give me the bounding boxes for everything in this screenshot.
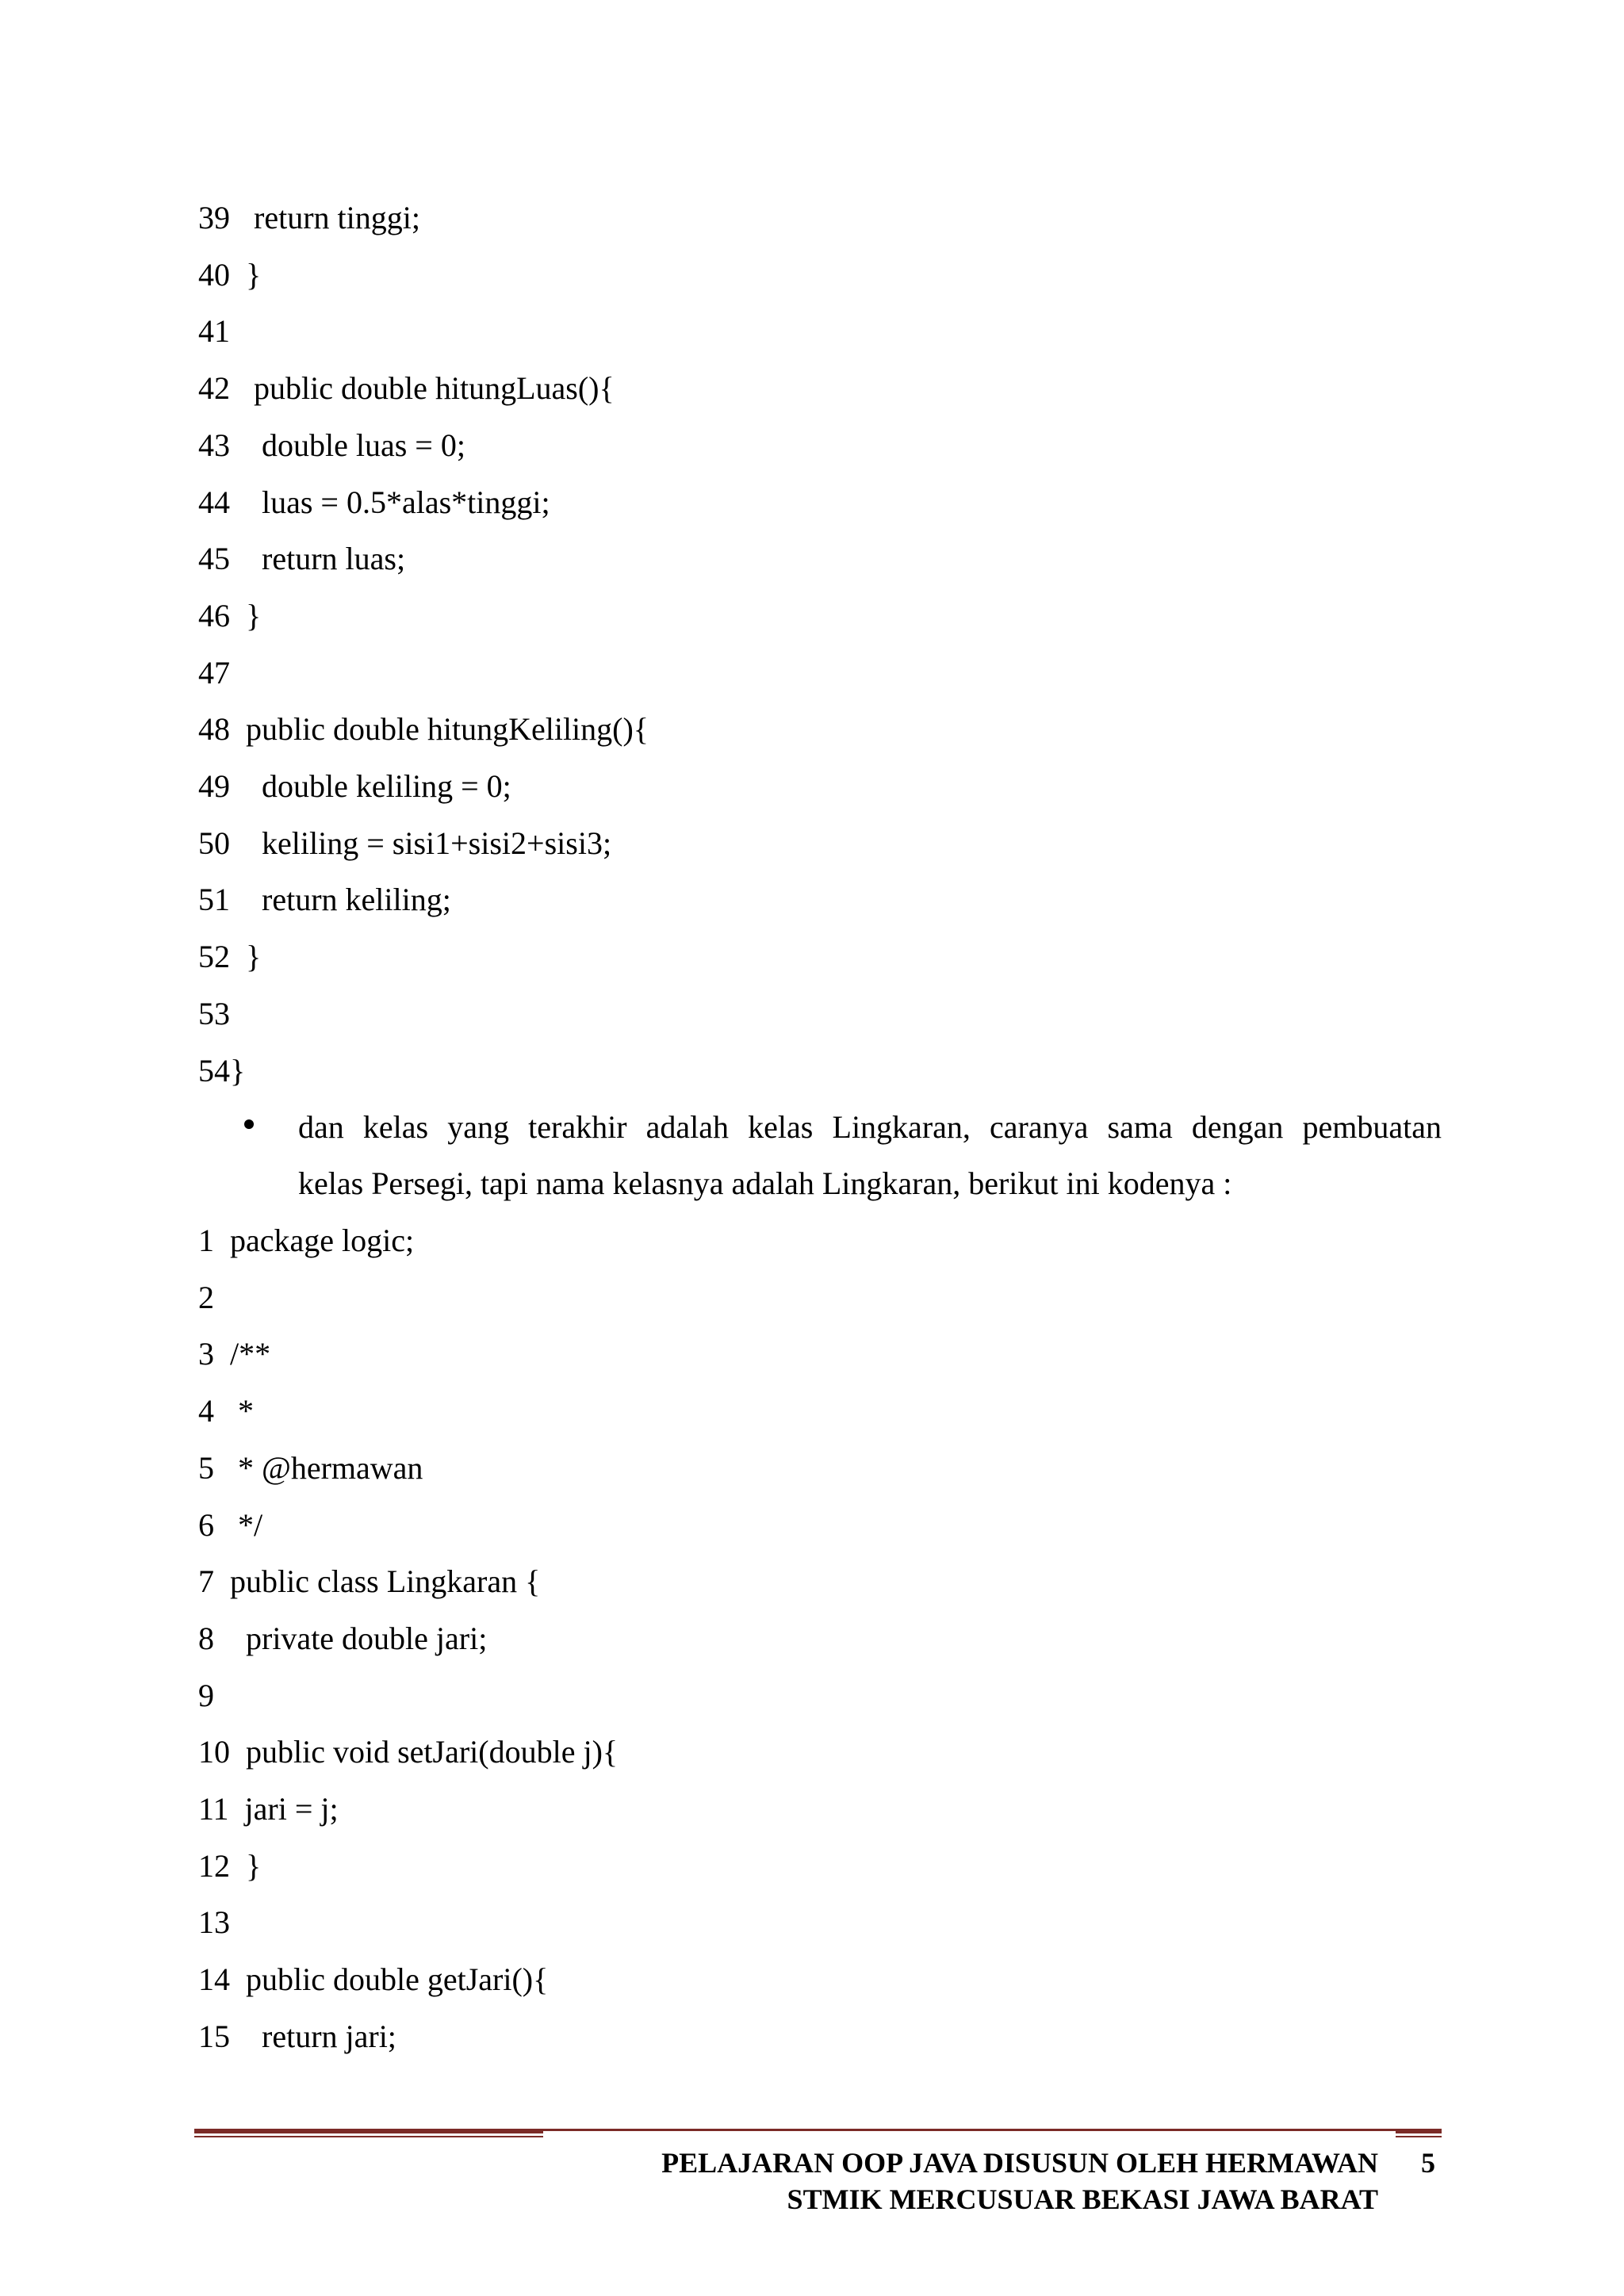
line-number: 3 xyxy=(198,1336,214,1372)
code-line xyxy=(198,427,465,465)
code-line xyxy=(198,825,611,863)
code-line xyxy=(198,484,550,522)
code-text: package logic; xyxy=(214,1223,415,1258)
code-line xyxy=(198,654,230,692)
line-number: 54 xyxy=(198,1052,230,1089)
code-line xyxy=(198,2018,396,2056)
code-text: } xyxy=(230,256,262,293)
code-line xyxy=(198,597,261,635)
line-number: 1 xyxy=(198,1223,214,1258)
bullet-paragraph xyxy=(244,1108,1442,1203)
code-text: return luas; xyxy=(230,541,406,577)
bullet-dot-icon xyxy=(244,1119,254,1129)
code-line xyxy=(198,1677,214,1715)
code-text: public void setJari(double j){ xyxy=(230,1734,619,1770)
code-text: */ xyxy=(214,1506,263,1543)
code-line xyxy=(198,1222,414,1260)
line-number: 11 xyxy=(198,1791,229,1827)
code-text: return keliling; xyxy=(230,882,451,918)
footer-rule-right-thick xyxy=(1396,2129,1442,2133)
line-number: 49 xyxy=(198,768,230,804)
code-text: keliling = sisi1+sisi2+sisi3; xyxy=(230,825,612,861)
code-line xyxy=(198,199,420,237)
line-number: 44 xyxy=(198,484,230,520)
code-line xyxy=(198,1961,548,1999)
line-number: 8 xyxy=(198,1620,214,1656)
footer-subtitle: STMIK MERCUSUAR BEKASI JAWA BARAT xyxy=(787,2183,1378,2215)
line-number: 10 xyxy=(198,1734,230,1770)
code-text: } xyxy=(230,1052,246,1089)
line-number: 51 xyxy=(198,882,230,918)
line-number: 7 xyxy=(198,1563,214,1600)
line-number: 5 xyxy=(198,1449,214,1486)
code-text: public class Lingkaran { xyxy=(214,1563,541,1600)
footer-rule-left-thin xyxy=(194,2136,543,2137)
line-number: 52 xyxy=(198,939,230,975)
code-line xyxy=(198,1904,230,1942)
code-line xyxy=(198,1335,270,1373)
line-number: 41 xyxy=(198,313,230,350)
code-line xyxy=(198,1563,540,1601)
code-line xyxy=(198,369,615,408)
code-line xyxy=(198,710,649,748)
code-text: public double hitungKeliling(){ xyxy=(230,711,649,748)
footer-title: PELAJARAN OOP JAVA DISUSUN OLEH HERMAWAN xyxy=(661,2147,1378,2179)
line-number: 48 xyxy=(198,711,230,748)
code-text: private double jari; xyxy=(214,1620,488,1656)
line-number: 47 xyxy=(198,654,230,691)
footer-rule-left-thick xyxy=(194,2129,543,2133)
code-text: double keliling = 0; xyxy=(230,768,511,804)
bullet-text-line-2: kelas Persegi, tapi nama kelasnya adalah Lingkaran, berikut ini kodenya : xyxy=(298,1165,1232,1201)
code-text: } xyxy=(230,1847,262,1884)
code-line xyxy=(198,1620,487,1658)
code-text: luas = 0.5*alas*tinggi; xyxy=(230,484,550,520)
code-line xyxy=(198,1847,261,1885)
line-number: 43 xyxy=(198,427,230,463)
line-number: 12 xyxy=(198,1847,230,1884)
footer-rule-middle xyxy=(543,2129,1396,2131)
footer-rule-right-thin xyxy=(1396,2136,1442,2137)
line-number: 45 xyxy=(198,541,230,577)
line-number: 6 xyxy=(198,1506,214,1543)
code-line xyxy=(198,540,405,578)
code-line xyxy=(198,1733,618,1771)
code-line xyxy=(198,1506,262,1544)
code-line xyxy=(198,1279,214,1317)
line-number: 53 xyxy=(198,995,230,1031)
code-text: return jari; xyxy=(230,2018,396,2054)
line-number: 4 xyxy=(198,1393,214,1429)
code-line xyxy=(198,1052,245,1090)
bullet-text-line-1: dan kelas yang terakhir adalah kelas Lingkaran, caranya sama dengan pembuatan xyxy=(298,1109,1442,1145)
code-text: jari = j; xyxy=(228,1791,339,1827)
line-number: 46 xyxy=(198,597,230,633)
code-line xyxy=(198,1449,423,1487)
line-number: 39 xyxy=(198,200,230,235)
code-line xyxy=(198,881,451,919)
code-text: * xyxy=(214,1393,254,1429)
code-line xyxy=(198,1392,254,1430)
line-number: 42 xyxy=(198,370,230,407)
code-text: public double hitungLuas(){ xyxy=(230,370,615,407)
line-number: 2 xyxy=(198,1279,214,1315)
line-number: 14 xyxy=(198,1961,230,1998)
line-number: 13 xyxy=(198,1904,230,1941)
code-line xyxy=(198,767,511,806)
code-text: double luas = 0; xyxy=(230,427,465,463)
code-text: public double getJari(){ xyxy=(230,1961,549,1998)
code-line xyxy=(198,1790,339,1828)
code-line xyxy=(198,256,261,294)
code-line xyxy=(198,995,230,1033)
code-line xyxy=(198,938,261,976)
page-number: 5 xyxy=(1421,2147,1435,2179)
code-text: /** xyxy=(214,1336,271,1372)
line-number: 9 xyxy=(198,1677,214,1713)
line-number: 50 xyxy=(198,825,230,861)
code-text: return tinggi; xyxy=(230,200,420,235)
code-text: } xyxy=(230,939,262,975)
line-number: 40 xyxy=(198,256,230,293)
code-text: * @hermawan xyxy=(214,1449,423,1486)
line-number: 15 xyxy=(198,2018,230,2054)
code-text: } xyxy=(230,597,262,633)
code-line xyxy=(198,312,230,350)
